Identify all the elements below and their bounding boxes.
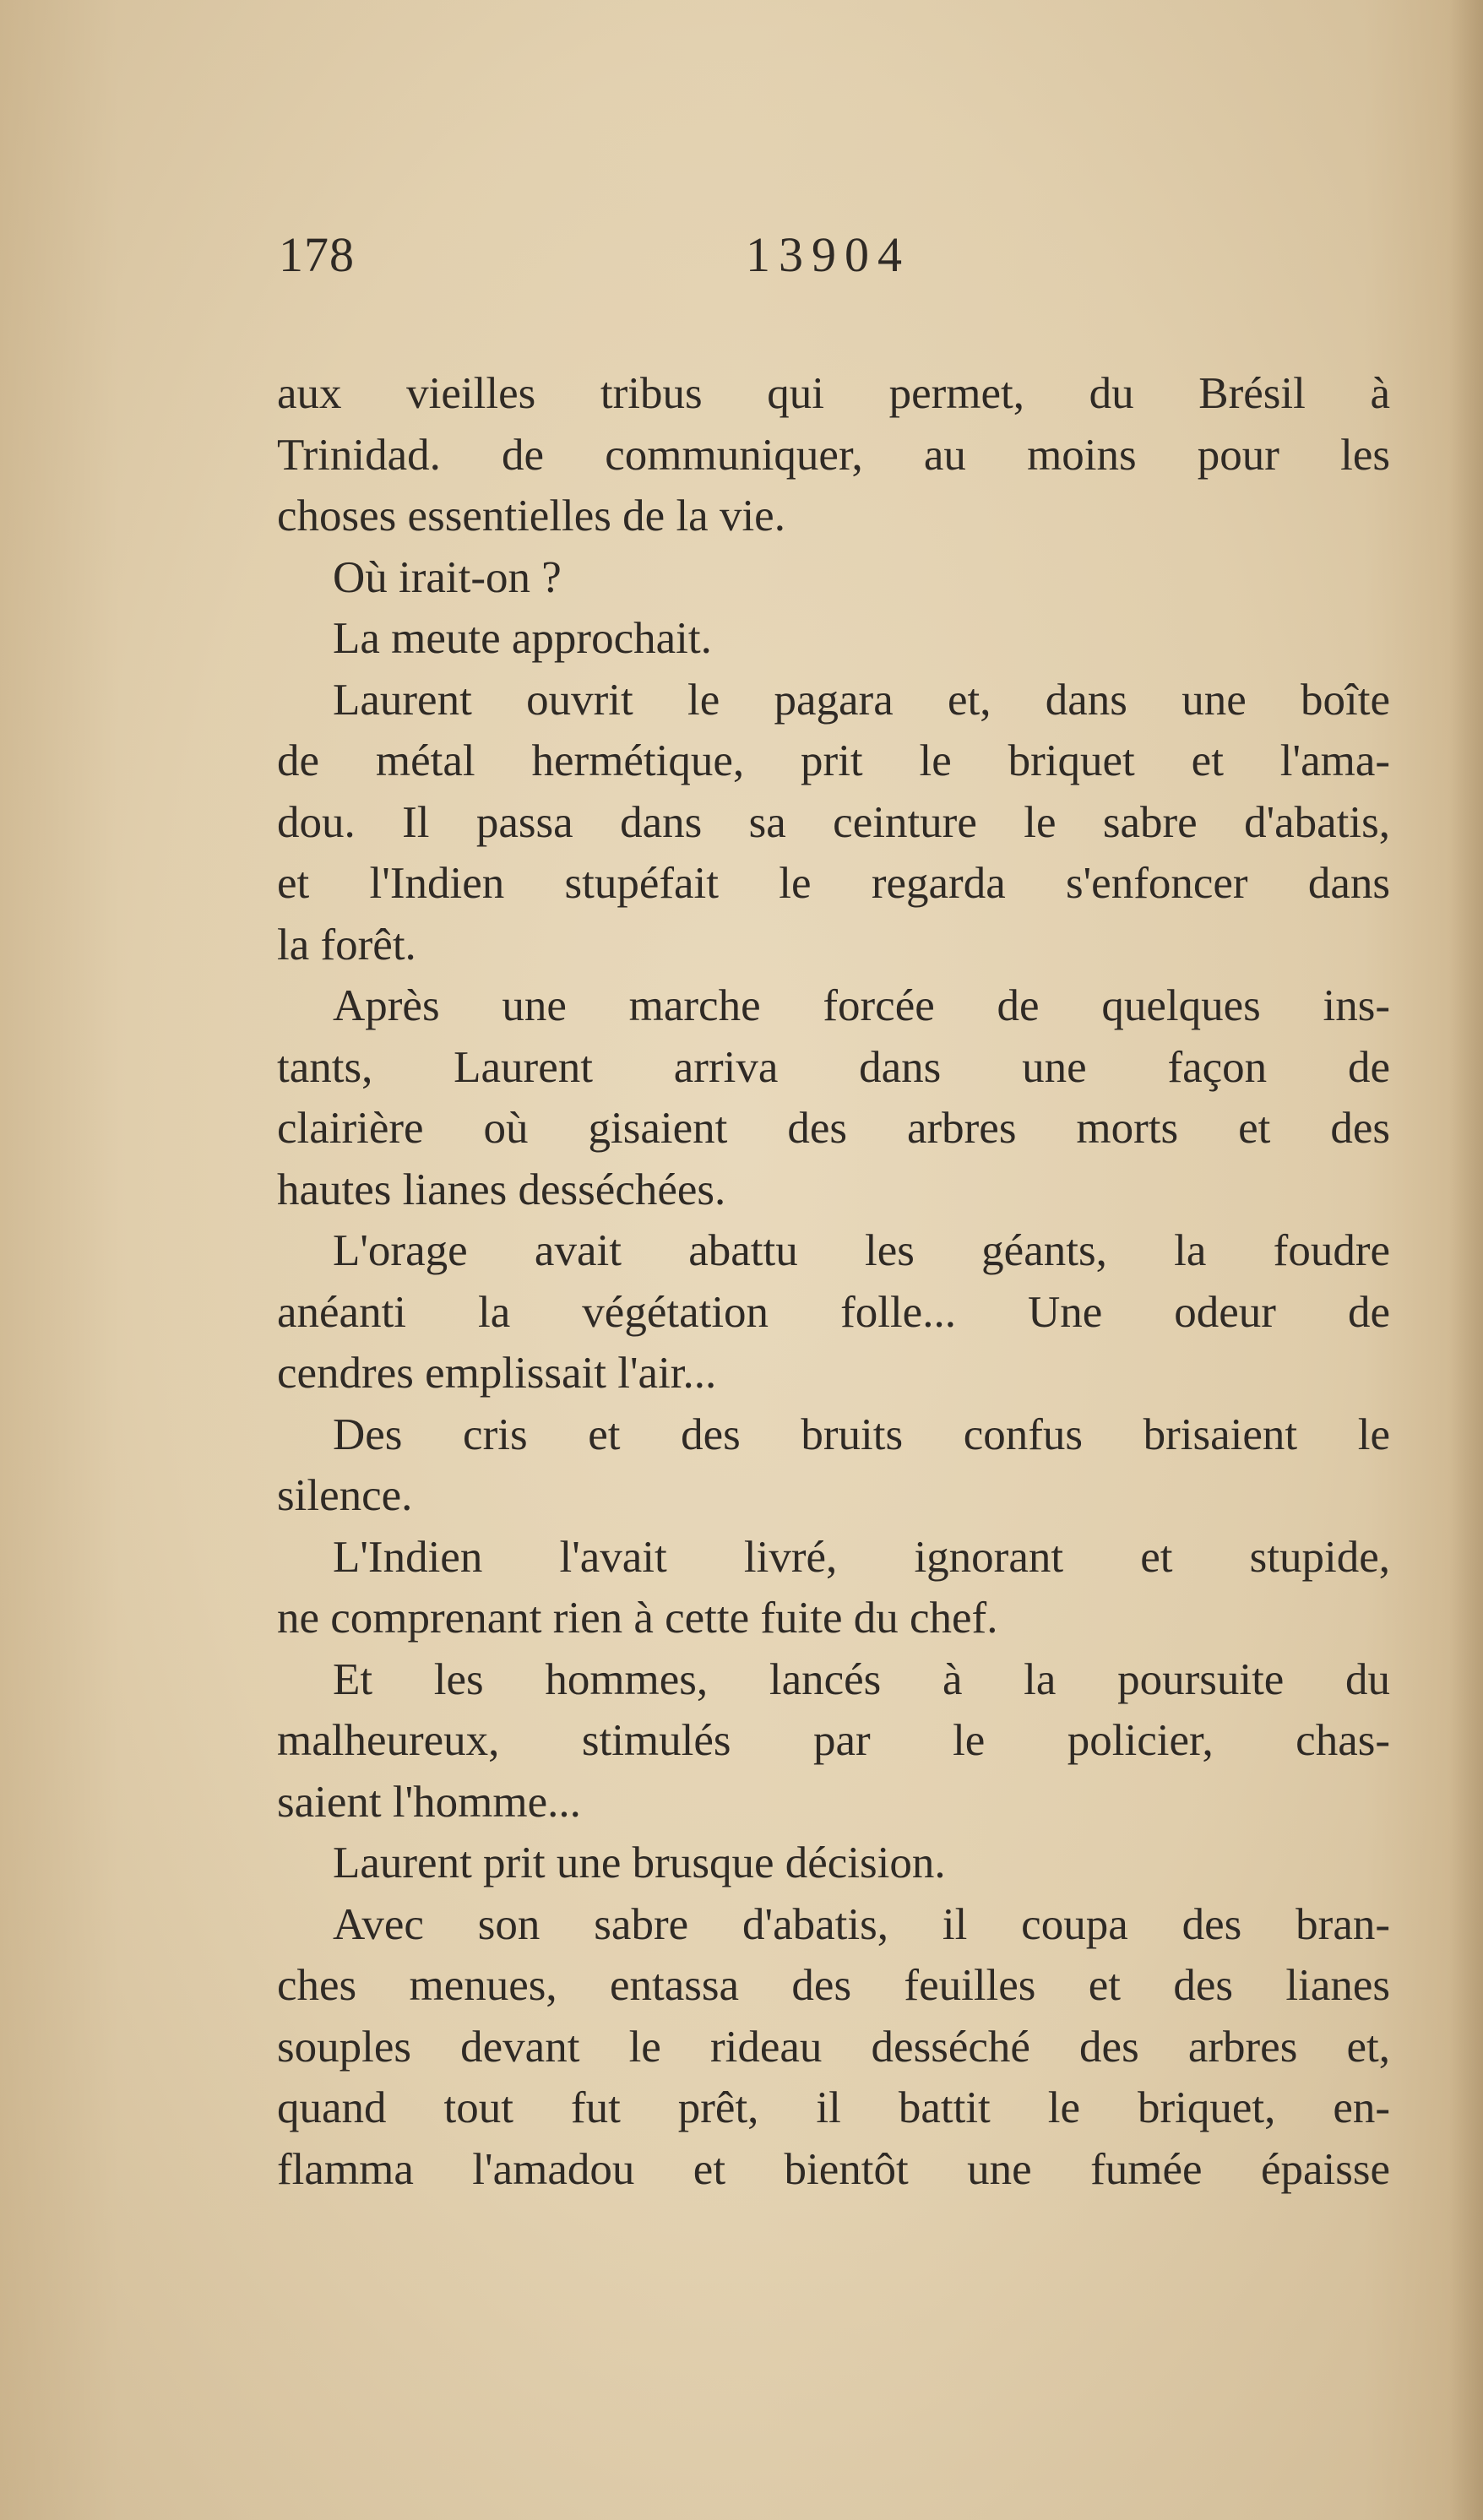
text-line: clairière où gisaient des arbres morts et des bbox=[277, 1104, 1390, 1153]
text-line: dou. Il passa dans sa ceinture le sabre d'abatis, bbox=[277, 797, 1390, 847]
page-header bbox=[279, 226, 1182, 294]
text-line: souples devant le rideau desséché des arbres et, bbox=[277, 2022, 1390, 2072]
text-line: L'Indien l'avait livré, ignorant et stupide, bbox=[333, 1532, 1390, 1582]
text-line: ne comprenant rien à cette fuite du chef. bbox=[277, 1594, 998, 1643]
text-line: aux vieilles tribus qui permet, du Brésil à bbox=[277, 369, 1390, 418]
page-edge-shadow bbox=[1449, 0, 1483, 2520]
text-line: flamma l'amadou et bientôt une fumée épaisse bbox=[277, 2144, 1390, 2194]
text-line: La meute approchait. bbox=[333, 614, 712, 663]
running-title: 13904 bbox=[746, 227, 910, 282]
body-text bbox=[277, 363, 1390, 2200]
text-line: cendres emplissait l'air... bbox=[277, 1349, 717, 1398]
text-line: anéanti la végétation folle... Une odeur de bbox=[277, 1287, 1390, 1337]
text-line: Après une marche forcée de quelques ins- bbox=[333, 981, 1390, 1030]
text-line: Des cris et des bruits confus brisaient le bbox=[333, 1409, 1390, 1459]
text-line: Laurent prit une brusque décision. bbox=[333, 1838, 946, 1887]
text-line: L'orage avait abattu les géants, la foudre bbox=[333, 1226, 1390, 1275]
text-line: la forêt. bbox=[277, 920, 416, 969]
text-line: tants, Laurent arriva dans une façon de bbox=[277, 1042, 1390, 1092]
text-line: malheureux, stimulés par le policier, chas- bbox=[277, 1716, 1390, 1765]
text-line: silence. bbox=[277, 1471, 413, 1520]
text-line: choses essentielles de la vie. bbox=[277, 492, 785, 540]
text-line: quand tout fut prêt, il battit le briquet, en- bbox=[277, 2083, 1390, 2132]
text-line: de métal hermétique, prit le briquet et l'ama- bbox=[277, 736, 1390, 785]
text-line: Laurent ouvrit le pagara et, dans une boîte bbox=[333, 675, 1390, 725]
text-line: ches menues, entassa des feuilles et des lianes bbox=[277, 1961, 1390, 2010]
text-line: Où irait-on ? bbox=[333, 552, 562, 602]
text-line: Et les hommes, lancés à la poursuite du bbox=[333, 1654, 1390, 1704]
text-line: et l'Indien stupéfait le regarda s'enfoncer dans bbox=[277, 859, 1390, 908]
text-line: Avec son sabre d'abatis, il coupa des bran- bbox=[333, 1899, 1390, 1949]
text-line: Trinidad. de communiquer, au moins pour les bbox=[277, 430, 1390, 480]
text-line: saient l'homme... bbox=[277, 1777, 581, 1827]
page-number: 178 bbox=[279, 227, 355, 282]
text-line: hautes lianes desséchées. bbox=[277, 1165, 726, 1214]
